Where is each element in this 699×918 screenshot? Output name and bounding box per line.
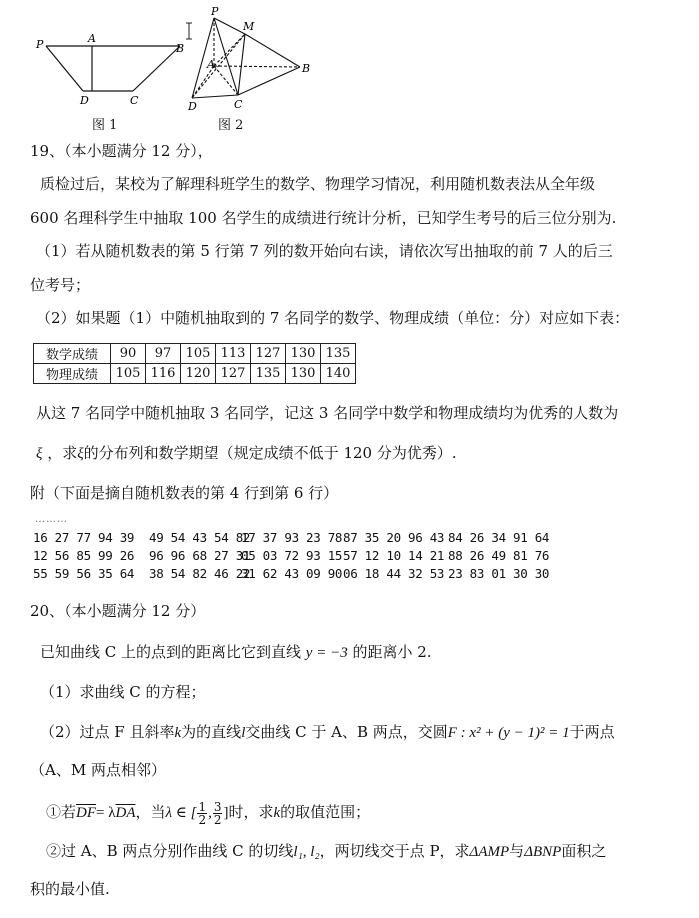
q20-intro-text-b: 的距离小 2. [352, 643, 432, 661]
random-number-group: 87 35 20 96 43 [343, 530, 445, 545]
q19-after-text-b: 的分布列和数学期望（规定成绩不低于 120 分为优秀）. [83, 444, 457, 462]
fraction-numerator: 1 [198, 799, 207, 814]
vector-da: $\overline{DA}$ [115, 805, 136, 821]
q20-part2-text-b: 为的直线 [181, 723, 242, 741]
xi-symbol: ξ [36, 446, 43, 462]
physics-score-cell: 140 [321, 364, 356, 384]
q19-part2: （2）如果题（1）中随机抽取到的 7 名同学的数学、物理成绩（单位：分）对应如下表： [36, 309, 630, 327]
sub1-text-d: 的取值范围； [280, 803, 371, 821]
sub2-text-d: 面积之 [561, 842, 607, 860]
q19-after-line2 [36, 443, 457, 464]
fig2-label-b: B [302, 62, 311, 75]
math-score-cell: 135 [321, 344, 356, 364]
fig1-label-c: C [130, 94, 139, 107]
text-cursor-icon [185, 22, 193, 40]
random-table-ellipsis: ……… [35, 514, 68, 525]
q19-part1-line1: （1）若从随机数表的第 5 行第 7 列的数开始向右读，请依次写出抽取的前 7 人的后三 [36, 242, 613, 260]
fig2-label-c: C [234, 98, 243, 111]
lambda-range-close: ] [223, 805, 229, 821]
q19-part1-line2: 位考号； [30, 276, 91, 294]
sub2-text-a: ②过 A、B 两点分别作曲线 C 的切线 [46, 842, 294, 860]
physics-score-cell: 105 [111, 364, 146, 384]
slope-k: k [273, 805, 281, 821]
fraction-one-half [197, 801, 207, 826]
fraction-numerator: 3 [213, 799, 222, 814]
q20-header: 20、（本小题满分 12 分） [30, 602, 206, 620]
q20-part2-text-a: （2）过点 F 且斜率 [40, 723, 175, 741]
fig1-label-d: D [80, 94, 89, 107]
sub1-eq: = λ [96, 805, 116, 821]
vector-df: $\overline{DF}$ [76, 805, 97, 821]
physics-score-cell: 130 [286, 364, 321, 384]
random-number-group: 16 27 77 94 39 [33, 530, 135, 545]
physics-score-cell: 116 [146, 364, 181, 384]
q20-part2-line1 [40, 722, 615, 743]
random-number-group: 23 83 01 30 30 [448, 566, 550, 581]
q19-header: 19、（本小题满分 12 分）， [30, 142, 213, 160]
math-score-cell: 105 [181, 344, 216, 364]
sub2-text-b: ，两切线交于点 P，求 [319, 842, 470, 860]
tangent-lines: l₁, l₂ [293, 844, 320, 860]
q19-intro-line1: 质检过后，某校为了解理科班学生的数学、物理学习情况，利用随机数表法从全年级 [40, 175, 596, 193]
line-l: l [241, 725, 246, 741]
math-score-cell: 127 [251, 344, 286, 364]
table-row [34, 344, 356, 364]
q20-part1: （1）求曲线 C 的方程； [40, 683, 206, 701]
physics-score-cell: 120 [181, 364, 216, 384]
random-number-group: 31 62 43 09 90 [241, 566, 343, 581]
q20-intro-text-a: 已知曲线 C 上的点到的距离比它到直线 [40, 643, 302, 661]
fraction-denominator: 2 [198, 812, 207, 827]
sub2-text-c: 与 [509, 842, 525, 860]
random-number-group: 05 03 72 93 15 [241, 548, 343, 563]
random-number-group: 88 26 49 81 76 [448, 548, 550, 563]
figures [30, 4, 330, 132]
random-number-group: 84 26 34 91 64 [448, 530, 550, 545]
q20-part2-line2: （A、M 两点相邻） [30, 761, 166, 779]
math-score-cell: 90 [111, 344, 146, 364]
physics-score-cell: 127 [216, 364, 251, 384]
sub1-text-c: 时，求 [228, 803, 274, 821]
figure2-caption: 图 2 [218, 118, 244, 133]
q20-intro [40, 642, 432, 663]
fig1-label-a: A [88, 32, 96, 45]
q19-intro-line2: 600 名理科学生中抽取 100 名学生的成绩进行统计分析，已知学生考号的后三位分别为. [30, 209, 617, 227]
q19-appendix: 附（下面是摘自随机数表的第 4 行到第 6 行） [30, 484, 339, 502]
sub1-text-b: ，当 [135, 803, 166, 821]
xi-symbol: ξ [77, 446, 84, 462]
table-row [34, 364, 356, 384]
physics-score-cell: 135 [251, 364, 286, 384]
fraction-denominator: 2 [213, 812, 222, 827]
q20-sub1 [46, 798, 370, 827]
random-number-group: 57 12 10 14 21 [343, 548, 445, 563]
q20-sub2-line1 [46, 841, 606, 862]
row-label-math: 数学成绩 [34, 344, 111, 364]
slope-k: k [174, 725, 182, 741]
line-equation: y = −3 [305, 645, 348, 661]
figure-drawings [30, 4, 330, 132]
fig1-label-b: B [176, 42, 185, 55]
random-number-group: 96 96 68 27 31 [149, 548, 251, 563]
random-number-group: 49 54 43 54 82 [149, 530, 251, 545]
q20-sub2-line2: 积的最小值. [30, 880, 110, 898]
math-score-cell: 97 [146, 344, 181, 364]
q19-after-text-a: ，求 [47, 444, 78, 462]
sub1-text-a: ①若 [46, 803, 77, 821]
q20-part2-text-d: 于两点 [569, 723, 615, 741]
fraction-three-halves [213, 801, 223, 826]
figure1-diagram [46, 46, 180, 91]
circle-equation: F : x² + (y − 1)² = 1 [447, 725, 570, 741]
random-number-group: 55 59 56 35 64 [33, 566, 135, 581]
fraction-comma: , [208, 805, 212, 821]
fig2-label-m: M [243, 20, 255, 33]
q19-after-line1: 从这 7 名同学中随机抽取 3 名同学，记这 3 名同学中数学和物理成绩均为优秀的人数为 [36, 404, 619, 422]
fig2-label-a: A [207, 58, 215, 71]
math-score-cell: 130 [286, 344, 321, 364]
scores-table [33, 343, 356, 384]
fig1-label-p: P [36, 38, 44, 51]
math-score-cell: 113 [216, 344, 251, 364]
random-number-group: 06 18 44 32 53 [343, 566, 445, 581]
triangle-amp: ΔAMP [469, 844, 510, 860]
row-label-physics: 物理成绩 [34, 364, 111, 384]
random-number-group: 17 37 93 23 78 [241, 530, 343, 545]
figure1-caption: 图 1 [92, 118, 118, 133]
fig2-label-d: D [188, 100, 197, 113]
fig2-label-p: P [211, 5, 219, 18]
random-number-group: 38 54 82 46 22 [149, 566, 251, 581]
q20-part2-text-c: 交曲线 C 于 A、B 两点，交圆 [245, 723, 448, 741]
random-number-group: 12 56 85 99 26 [33, 548, 135, 563]
triangle-bnp: ΔBNP [524, 844, 562, 860]
lambda-range-open: λ ∈ [ [165, 805, 197, 821]
